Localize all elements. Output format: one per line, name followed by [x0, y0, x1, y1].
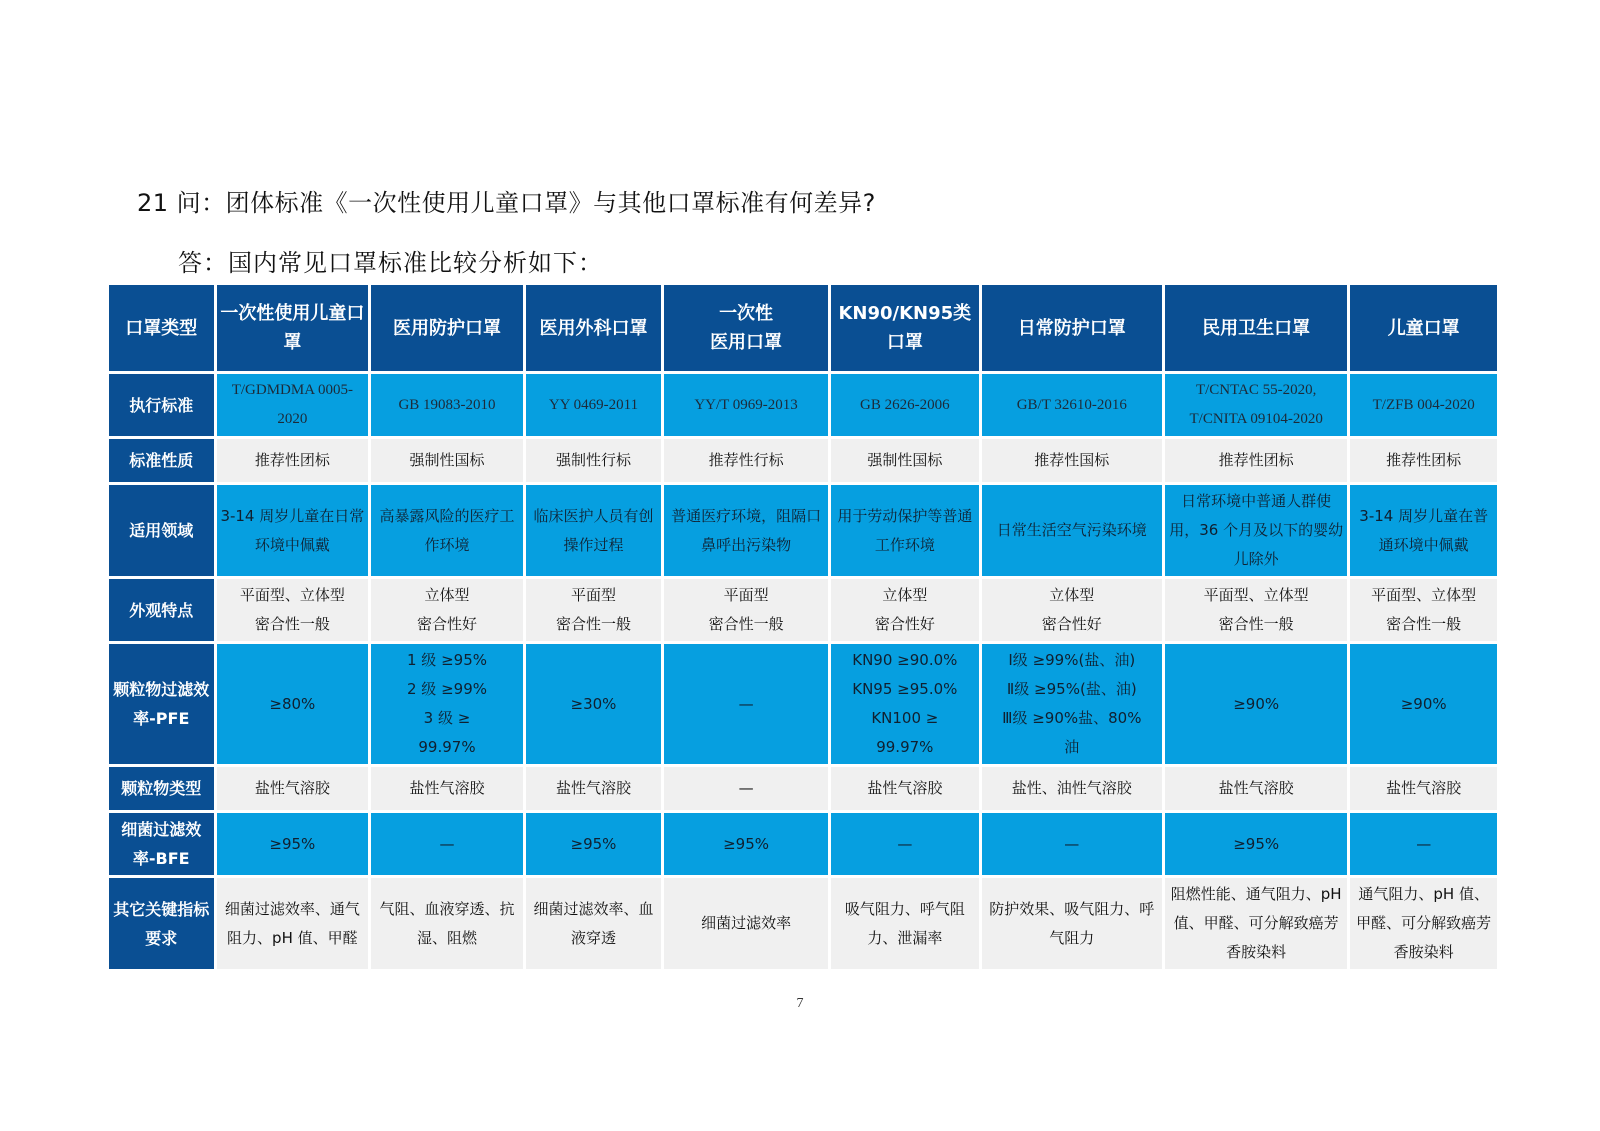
- table-cell: 推荐性团标: [1350, 439, 1497, 482]
- table-cell: 盐性气溶胶: [831, 767, 979, 810]
- table-cell: 细菌过滤效率、通气阻力、pH 值、甲醛: [217, 878, 369, 969]
- table-row: [109, 439, 1497, 482]
- table-cell: —: [1350, 813, 1497, 875]
- table-cell: 盐性气溶胶: [526, 767, 661, 810]
- table-cell: 平面型 密合性一般: [664, 579, 828, 641]
- mask-standards-table: [106, 282, 1500, 972]
- table-cell: 1 级 ≥95% 2 级 ≥99% 3 级 ≥ 99.97%: [371, 644, 523, 764]
- column-header: 一次性 医用口罩: [664, 285, 828, 371]
- table-cell: GB/T 32610-2016: [982, 374, 1162, 436]
- table-cell: 推荐性团标: [1165, 439, 1347, 482]
- table-cell: 推荐性国标: [982, 439, 1162, 482]
- table-cell: 平面型、立体型 密合性一般: [1350, 579, 1497, 641]
- table-cell: 立体型 密合性好: [831, 579, 979, 641]
- row-label: 执行标准: [109, 374, 214, 436]
- table-cell: GB 19083-2010: [371, 374, 523, 436]
- table-cell: 阻燃性能、通气阻力、pH 值、甲醛、可分解致癌芳香胺染料: [1165, 878, 1347, 969]
- table-cell: 3-14 周岁儿童在普通环境中佩戴: [1350, 485, 1497, 576]
- table-cell: 平面型 密合性一般: [526, 579, 661, 641]
- table-cell: 日常生活空气污染环境: [982, 485, 1162, 576]
- table-cell: 强制性国标: [831, 439, 979, 482]
- table-row: [109, 485, 1497, 576]
- table-cell: 通气阻力、pH 值、甲醛、可分解致癌芳香胺染料: [1350, 878, 1497, 969]
- table-cell: 盐性气溶胶: [1165, 767, 1347, 810]
- table-cell: 吸气阻力、呼气阻力、泄漏率: [831, 878, 979, 969]
- table-cell: —: [982, 813, 1162, 875]
- table-row: [109, 374, 1497, 436]
- table-cell: ≥90%: [1350, 644, 1497, 764]
- column-header: 医用防护口罩: [371, 285, 523, 371]
- table-cell: 强制性国标: [371, 439, 523, 482]
- table-cell: 盐性气溶胶: [1350, 767, 1497, 810]
- table-cell: 平面型、立体型 密合性一般: [1165, 579, 1347, 641]
- table-cell: 临床医护人员有创操作过程: [526, 485, 661, 576]
- table-cell: ≥95%: [526, 813, 661, 875]
- table-cell: YY/T 0969-2013: [664, 374, 828, 436]
- table-cell: 推荐性团标: [217, 439, 369, 482]
- answer-intro: 答：国内常见口罩标准比较分析如下：: [178, 249, 603, 277]
- table-cell: 3-14 周岁儿童在日常环境中佩戴: [217, 485, 369, 576]
- table-cell: 盐性气溶胶: [371, 767, 523, 810]
- table-cell: ≥80%: [217, 644, 369, 764]
- row-label: 颗粒物过滤效率-PFE: [109, 644, 214, 764]
- table-cell: —: [371, 813, 523, 875]
- table-cell: YY 0469-2011: [526, 374, 661, 436]
- question-heading: 21 问：团体标准《一次性使用儿童口罩》与其他口罩标准有何差异?: [137, 189, 876, 217]
- table-cell: ≥95%: [664, 813, 828, 875]
- row-label: 其它关键指标要求: [109, 878, 214, 969]
- row-label: 外观特点: [109, 579, 214, 641]
- column-header: 儿童口罩: [1350, 285, 1497, 371]
- table-cell: 强制性行标: [526, 439, 661, 482]
- table-cell: T/CNTAC 55-2020, T/CNITA 09104-2020: [1165, 374, 1347, 436]
- column-header: 医用外科口罩: [526, 285, 661, 371]
- table-cell: 高暴露风险的医疗工作环境: [371, 485, 523, 576]
- table-cell: 日常环境中普通人群使用，36 个月及以下的婴幼儿除外: [1165, 485, 1347, 576]
- table-cell: 普通医疗环境，阻隔口鼻呼出污染物: [664, 485, 828, 576]
- column-header: KN90/KN95类 口罩: [831, 285, 979, 371]
- table-row: [109, 644, 1497, 764]
- table-cell: ≥90%: [1165, 644, 1347, 764]
- table-row: [109, 579, 1497, 641]
- table-cell: 细菌过滤效率: [664, 878, 828, 969]
- table-cell: 气阻、血液穿透、抗湿、阻燃: [371, 878, 523, 969]
- table-cell: 推荐性行标: [664, 439, 828, 482]
- table-cell: 平面型、立体型 密合性一般: [217, 579, 369, 641]
- table-row: [109, 813, 1497, 875]
- column-header: 日常防护口罩: [982, 285, 1162, 371]
- table-cell: ≥30%: [526, 644, 661, 764]
- table-cell: Ⅰ级 ≥99%(盐、油) Ⅱ级 ≥95%(盐、油) Ⅲ级 ≥90%盐、80% 油: [982, 644, 1162, 764]
- table-cell: T/GDMDMA 0005-2020: [217, 374, 369, 436]
- table-cell: ≥95%: [1165, 813, 1347, 875]
- table-cell: ≥95%: [217, 813, 369, 875]
- table-cell: 防护效果、吸气阻力、呼气阻力: [982, 878, 1162, 969]
- column-header: 一次性使用儿童口罩: [217, 285, 369, 371]
- table-cell: —: [664, 644, 828, 764]
- table-cell: GB 2626-2006: [831, 374, 979, 436]
- row-label: 适用领域: [109, 485, 214, 576]
- column-header: 民用卫生口罩: [1165, 285, 1347, 371]
- table-row: [109, 767, 1497, 810]
- row-label: 标准性质: [109, 439, 214, 482]
- table-cell: 立体型 密合性好: [982, 579, 1162, 641]
- table-cell: 细菌过滤效率、血液穿透: [526, 878, 661, 969]
- table-cell: T/ZFB 004-2020: [1350, 374, 1497, 436]
- page-number: 7: [796, 996, 804, 1011]
- table-cell: 盐性、油性气溶胶: [982, 767, 1162, 810]
- table-row: [109, 878, 1497, 969]
- table-cell: 立体型 密合性好: [371, 579, 523, 641]
- table-cell: —: [664, 767, 828, 810]
- row-label: 细菌过滤效率-BFE: [109, 813, 214, 875]
- table-cell: KN90 ≥90.0% KN95 ≥95.0% KN100 ≥ 99.97%: [831, 644, 979, 764]
- header-label: 口罩类型: [109, 285, 214, 371]
- table-cell: —: [831, 813, 979, 875]
- header-row: [109, 285, 1497, 371]
- row-label: 颗粒物类型: [109, 767, 214, 810]
- table-cell: 盐性气溶胶: [217, 767, 369, 810]
- table-cell: 用于劳动保护等普通工作环境: [831, 485, 979, 576]
